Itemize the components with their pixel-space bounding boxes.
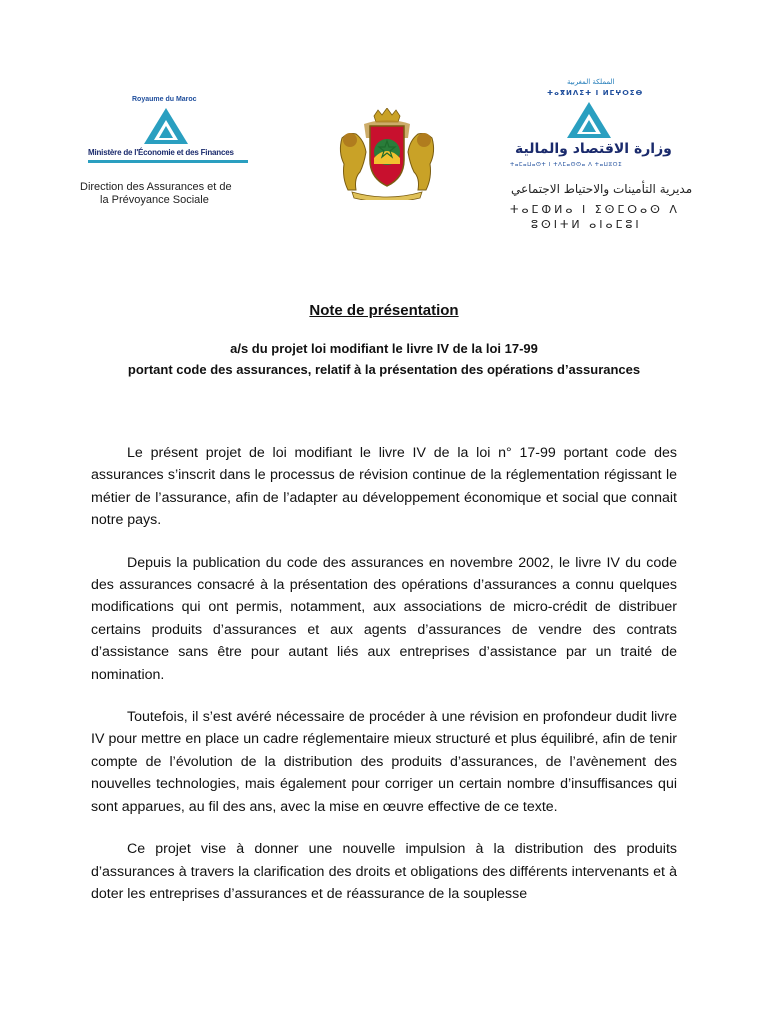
paragraph-3: [91, 706, 677, 818]
right-ministry-logo: [505, 78, 695, 238]
document-subtitle: [0, 338, 768, 380]
paragraph-4: [91, 838, 677, 905]
direction-line-2: la Prévoyance Sociale: [100, 194, 209, 206]
paragraph-2: [91, 552, 677, 686]
paragraph-1: [91, 442, 677, 532]
logo-direction-label: [80, 181, 232, 207]
paragraph-3-text: Toutefois, il s’est avéré nécessaire de procéder à une révision en profondeur dudit livre IV pour mettre en place un cadre réglementaire mieux structuré et plus équilibré, afin de tenir compte de l’évolution de la distribution des produits d’assurances, de l’avènement des nouvelles technologies, mais également pour corriger un certain nombre d’insuffisances qui sont apparues, au fil des ans, avec la mise en œuvre effective de ce texte.: [91, 709, 677, 815]
paragraph-2-text: Depuis la publication du code des assurances en novembre 2002, le livre IV du code des assurances consacré à la présentation des opérations d’assurances a connu quelques modifications qui ont permis, notamment, aux associations de micro-crédit de distribuer certains produits d’assurances et aux agents d’assurances de vendre des contrats d’assistance sans être pour autant liés aux entreprises d’assistance par un traité de nomination.: [91, 554, 677, 683]
document-body: [91, 442, 677, 925]
logo-ministry-tifinagh: ⵜⴰⵎⴰⵡⴰⵙⵜ ⵏ ⵜⴷⵎⴰⵙⵙⴰ ⴷ ⵜⴰⵡⵓⵔⵉ: [510, 162, 623, 168]
paragraph-1-text: Le présent projet de loi modifiant le livre IV de la loi n° 17-99 portant code des assurances s’inscrit dans le processus de révision continue de la réglementation régissant le métier de l’assurance, afin de l’adapter au développement économique et social que connait notre pays.: [91, 445, 677, 529]
direction-line-1: Direction des Assurances et de: [80, 181, 232, 193]
subtitle-line-1: a/s du projet loi modifiant le livre IV de la loi 17-99: [230, 341, 538, 356]
ministry-triangle-icon: [142, 106, 190, 146]
logo-kingdom-label: Royaume du Maroc: [132, 96, 197, 103]
left-ministry-logo: [80, 96, 260, 216]
logo-ministry-ar: وزارة الاقتصاد والمالية: [515, 141, 672, 157]
logo-kingdom-ar: المملكة المغربية: [567, 78, 615, 86]
subtitle-line-2: portant code des assurances, relatif à la présentation des opérations d’assurances: [127, 362, 641, 377]
ministry-triangle-icon: [565, 100, 613, 140]
logo-kingdom-tifinagh: ⵜⴰⴳⵍⴷⵉⵜ ⵏ ⵍⵎⵖⵔⵉⴱ: [547, 89, 644, 97]
document-title: Note de présentation: [309, 302, 459, 319]
paragraph-4-text: Ce projet vise à donner une nouvelle impulsion à la distribution des produits d’assurances à travers la clarification des droits et obligations des différents intervenants et à doter les entreprises d’assurances et de réassurance de la souplesse: [91, 841, 677, 902]
logo-ministry-label: Ministère de l'Économie et des Finances: [88, 148, 234, 157]
logo-direction-tifinagh-line-1: ⵜⴰⵎⵀⵍⴰ ⵏ ⵉⵙⵎⵔⴰⵙ ⴷ: [510, 203, 680, 216]
logo-direction-tifinagh-line-2: ⵓⵙⵏⵜⵍ ⴰⵏⴰⵎⵓⵏ: [531, 218, 642, 231]
coat-of-arms-icon: [334, 108, 440, 200]
logo-divider: [88, 160, 248, 163]
logo-direction-ar: مديرية التأمينات والاحتياط الاجتماعي: [511, 182, 693, 196]
